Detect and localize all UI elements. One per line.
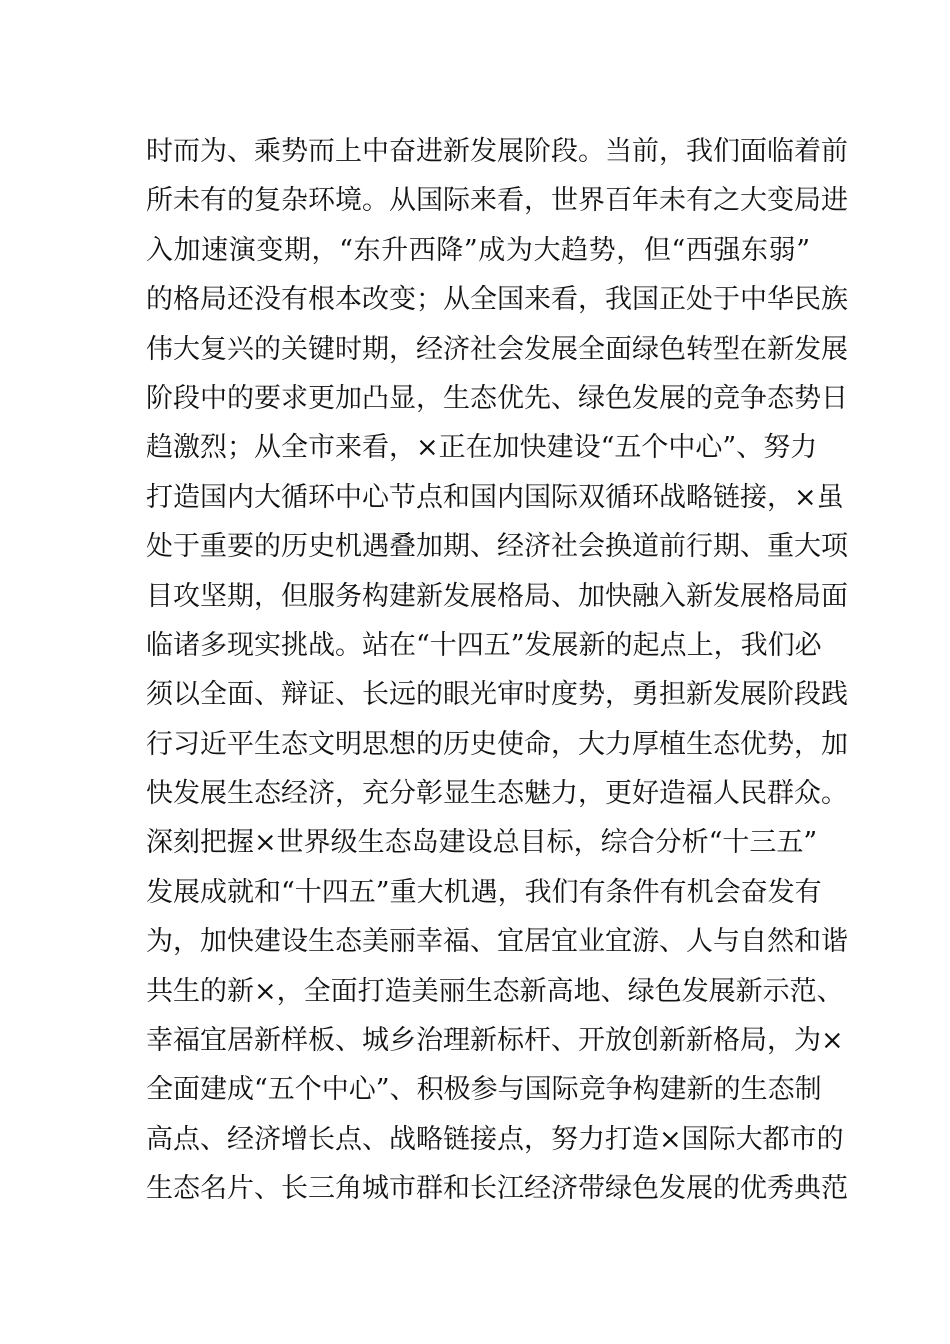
text-line: 入加速演变期，“东升西降”成为大趋势，但“西强东弱” (146, 234, 810, 266)
text-line: 目攻坚期，但服务构建新发展格局、加快融入新发展格局面 (146, 580, 848, 612)
text-line: 发展成就和“十四五”重大机遇，我们有条件有机会奋发有 (146, 876, 822, 908)
text-line: 阶段中的要求更加凸显，生态优先、绿色发展的竞争态势日 (146, 382, 848, 414)
text-line: 生态名片、长三角城市群和长江经济带绿色发展的优秀典范 (146, 1173, 848, 1205)
body-text (146, 127, 848, 1214)
text-line: 须以全面、辩证、长远的眼光审时度势，勇担新发展阶段践 (146, 679, 848, 711)
text-line: 打造国内大循环中心节点和国内国际双循环战略链接，×虽 (146, 481, 844, 513)
text-line: 为，加快建设生态美丽幸福、宜居宜业宜游、人与自然和谐 (146, 926, 848, 958)
text-line: 快发展生态经济，充分彰显生态魅力，更好造福人民群众。 (146, 778, 848, 810)
text-line: 所未有的复杂环境。从国际来看，世界百年未有之大变局进 (146, 185, 848, 217)
text-line: 深刻把握×世界级生态岛建设总目标，综合分析“十三五” (146, 827, 818, 859)
text-line: 处于重要的历史机遇叠加期、经济社会换道前行期、重大项 (146, 531, 848, 563)
text-line: 行习近平生态文明思想的历史使命，大力厚植生态优势，加 (146, 728, 848, 760)
text-line: 全面建成“五个中心”、积极参与国际竞争构建新的生态制 (146, 1074, 822, 1106)
text-line: 伟大复兴的关键时期，经济社会发展全面绿色转型在新发展 (146, 333, 848, 365)
text-line: 趋激烈；从全市来看，×正在加快建设“五个中心”、努力 (146, 432, 818, 464)
text-line: 的格局还没有根本改变；从全国来看，我国正处于中华民族 (146, 284, 848, 316)
text-line: 共生的新×，全面打造美丽生态新高地、绿色发展新示范、 (146, 975, 844, 1007)
text-line: 临诸多现实挑战。站在“十四五”发展新的起点上，我们必 (146, 629, 822, 661)
text-line: 高点、经济增长点、战略链接点，努力打造×国际大都市的 (146, 1123, 844, 1155)
text-line: 幸福宜居新样板、城乡治理新标杆、开放创新新格局，为× (146, 1025, 844, 1057)
text-line: 时而为、乘势而上中奋进新发展阶段。当前，我们面临着前 (146, 136, 848, 167)
